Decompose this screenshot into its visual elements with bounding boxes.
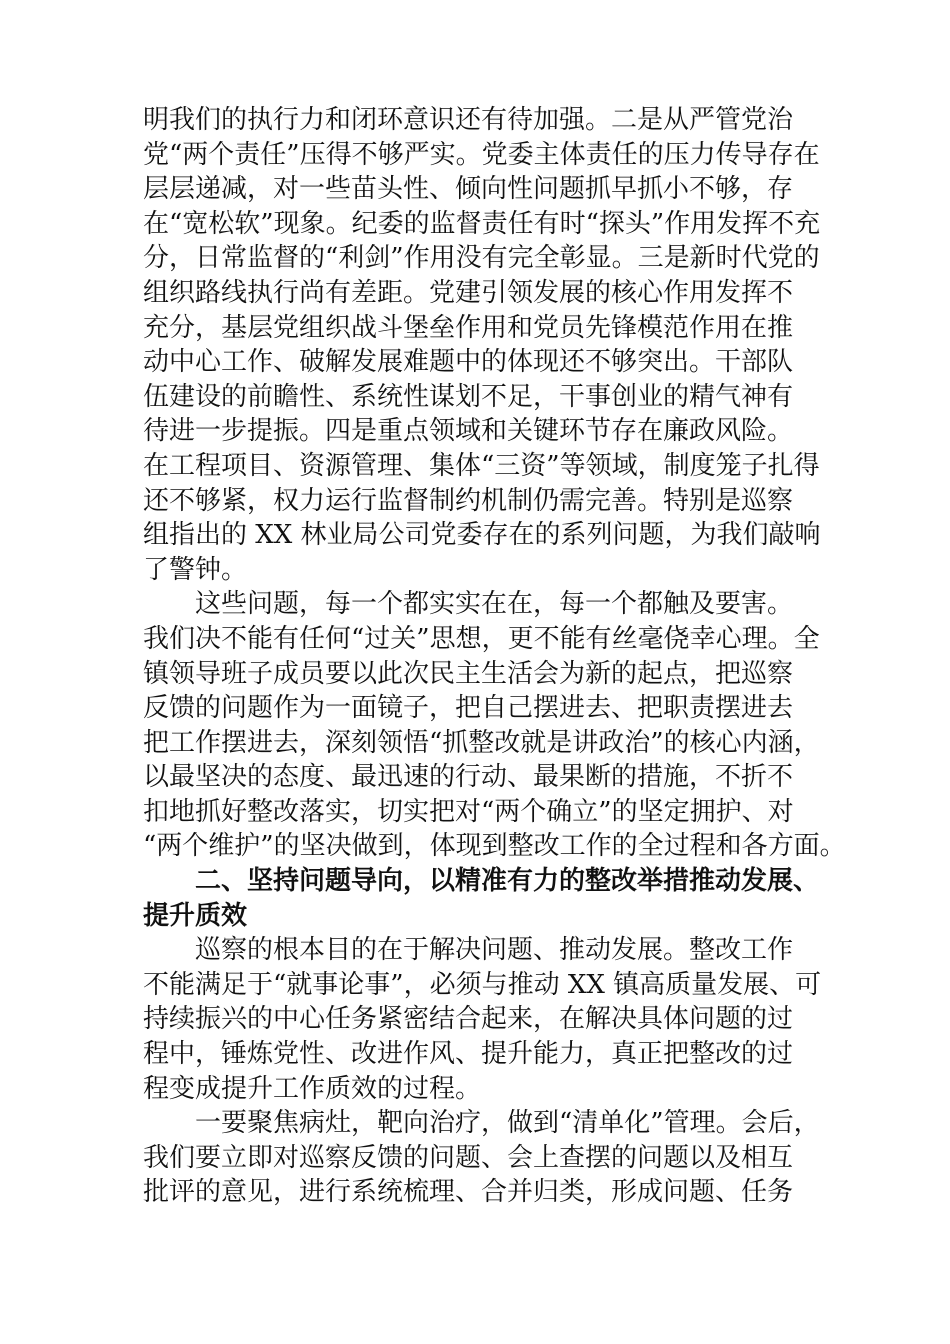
text-line: 镇领导班子成员要以此次民主生活会为新的起点，把巡察 [143,658,794,689]
text-line: 了警钟。 [143,554,248,585]
text-line: 组织路线执行尚有差距。党建引领发展的核心作用发挥不 [143,277,794,308]
text-line: 程变成提升工作质效的过程。 [143,1073,482,1104]
section-heading: 二、坚持问题导向，以精准有力的整改举措推动发展、 [143,866,820,897]
text-line: 持续振兴的中心任务紧密结合起来，在解决具体问题的过 [143,1004,794,1035]
text-line: 反馈的问题作为一面镜子，把自己摆进去、把职责摆进去 [143,693,794,724]
text-line: 扣地抓好整改落实，切实把对“两个确立”的坚定拥护、对 [143,796,794,827]
text-line: 待进一步提振。四是重点领域和关键环节存在廉政风险。 [143,416,794,447]
document-body [143,103,846,1210]
text-line: 批评的意见，进行系统梳理、合并归类，形成问题、任务 [143,1177,794,1208]
text-line: 一要聚焦病灶，靶向治疗，做到“清单化”管理。会后， [143,1108,820,1139]
text-line: 党“两个责任”压得不够严实。党委主体责任的压力传导存在 [143,139,820,170]
text-line: 还不够紧，权力运行监督制约机制仍需完善。特别是巡察 [143,485,794,516]
text-line: 我们要立即对巡察反馈的问题、会上查摆的问题以及相互 [143,1142,794,1173]
text-line: 这些问题，每一个都实实在在，每一个都触及要害。 [143,589,794,620]
text-line: 层层递减，对一些苗头性、倾向性问题抓早抓小不够，存 [143,174,794,205]
text-line: “两个维护”的坚决做到，体现到整改工作的全过程和各方面。 [143,831,846,862]
text-line: 程中，锤炼党性、改进作风、提升能力，真正把整改的过 [143,1039,794,1070]
text-line: 在“宽松软”现象。纪委的监督责任有时“探头”作用发挥不充 [143,208,821,239]
text-line: 在工程项目、资源管理、集体“三资”等领域，制度笼子扎得 [143,450,820,481]
text-line: 动中心工作、破解发展难题中的体现还不够突出。干部队 [143,347,794,378]
text-line: 充分，基层党组织战斗堡垒作用和党员先锋模范作用在推 [143,312,794,343]
text-line: 我们决不能有任何“过关”思想，更不能有丝毫侥幸心理。全 [143,623,820,654]
text-line: 明我们的执行力和闭环意识还有待加强。二是从严管党治 [143,105,794,135]
text-line: 组指出的 XX 林业局公司党委存在的系列问题，为我们敲响 [143,520,821,551]
section-heading: 提升质效 [143,900,248,931]
text-line: 把工作摆进去，深刻领悟“抓整改就是讲政治”的核心内涵， [143,727,820,758]
text-line: 分，日常监督的“利剑”作用没有完全彰显。三是新时代党的 [143,243,820,274]
text-line: 以最坚决的态度、最迅速的行动、最果断的措施，不折不 [143,762,794,793]
text-line: 巡察的根本目的在于解决问题、推动发展。整改工作 [143,935,794,966]
text-line: 伍建设的前瞻性、系统性谋划不足，干事创业的精气神有 [143,381,794,412]
text-line: 不能满足于“就事论事”，必须与推动 XX 镇高质量发展、可 [143,969,822,1000]
